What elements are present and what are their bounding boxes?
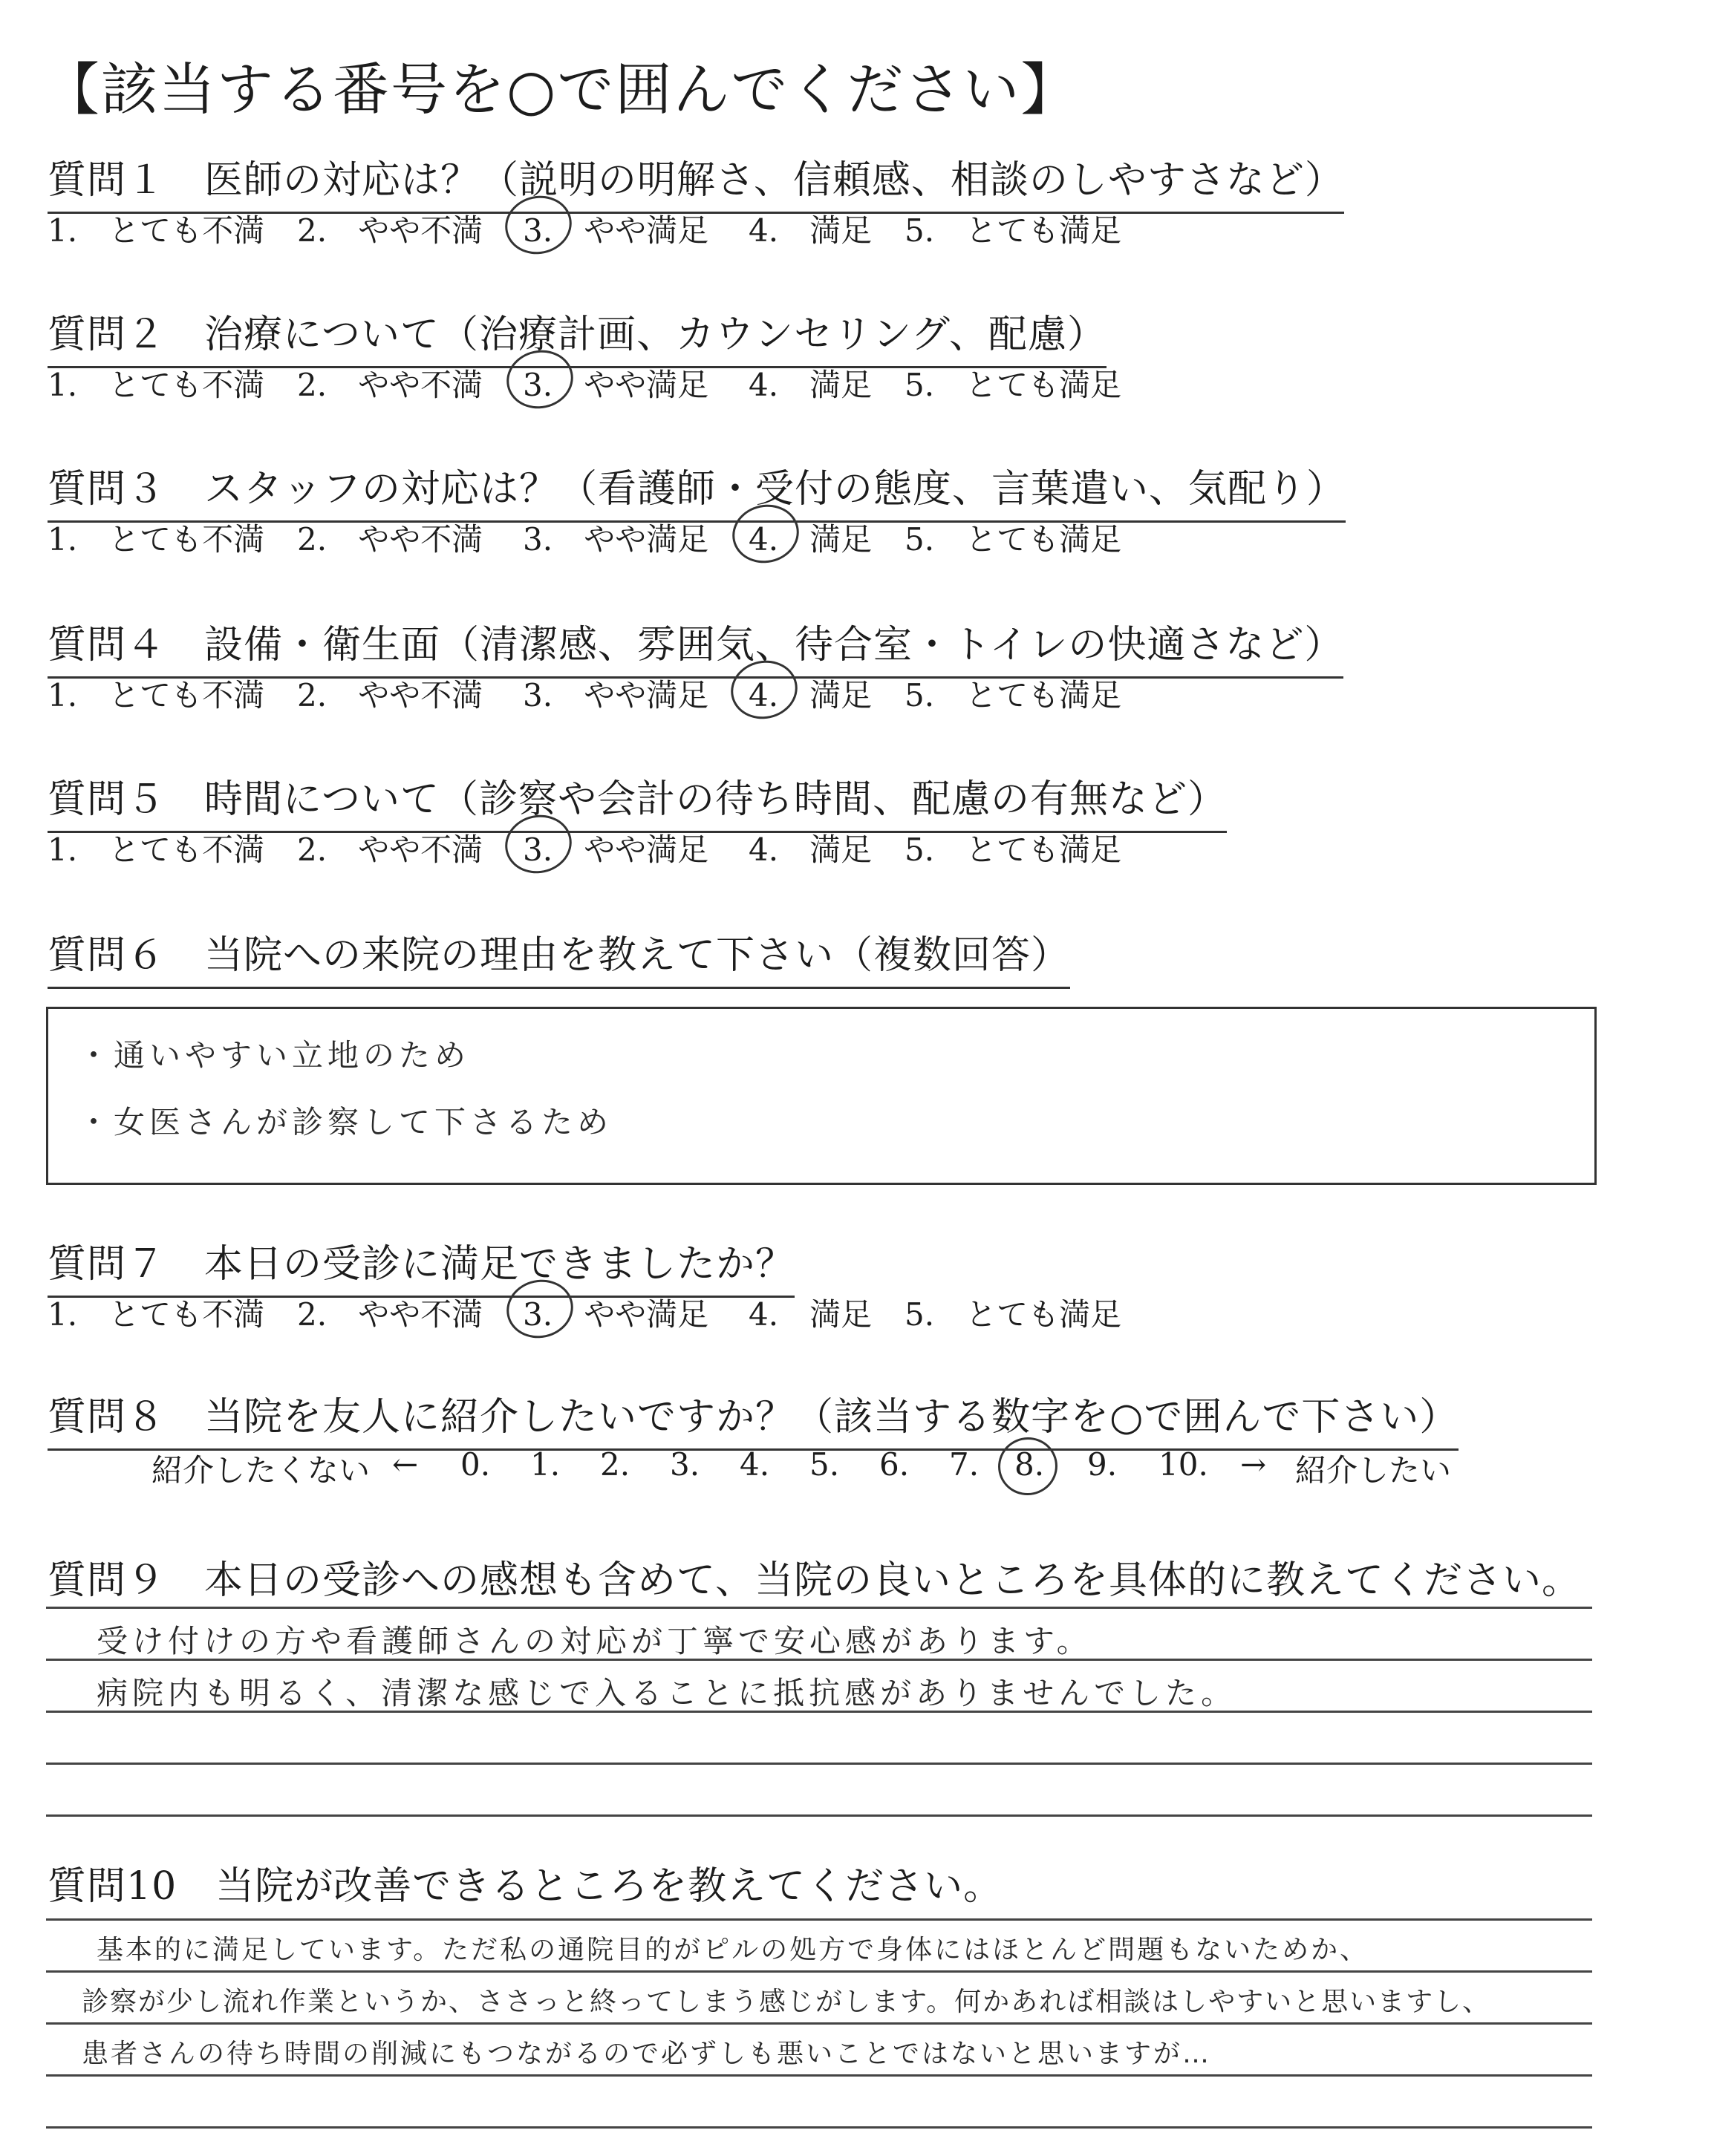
option-3[interactable]: 3. やや満足 xyxy=(523,212,709,249)
option-5[interactable]: 5. とても満足 xyxy=(905,1296,1122,1333)
arrow-left-icon: ← xyxy=(392,1446,419,1483)
handwritten-answer: 基本的に満足しています。ただ私の通院目的がピルの処方で身体にはほとんど問題もないためか、 xyxy=(97,1935,1369,1965)
answer-line xyxy=(46,1763,1592,1765)
question-6-text: 当院への来院の理由を教えて下さい（複数回答） xyxy=(204,933,1071,978)
question-10-number: 質問10 xyxy=(48,1864,177,1909)
option-4[interactable]: 4. 満足 xyxy=(749,832,873,868)
answer-line xyxy=(46,1970,1592,1973)
option-5[interactable]: 5. とても満足 xyxy=(905,212,1122,249)
scale-value-10[interactable]: 10. xyxy=(1158,1446,1208,1483)
option-1[interactable]: 1. とても不満 xyxy=(48,521,265,558)
option-3[interactable]: 3. やや満足 xyxy=(523,832,709,868)
question-7-number: 質問７ xyxy=(48,1242,166,1287)
option-3[interactable]: 3. やや満足 xyxy=(523,677,709,713)
question-3-text: スタッフの対応は？（看護師・受付の態度、言葉遣い、気配り） xyxy=(204,467,1346,512)
option-1[interactable]: 1. とても不満 xyxy=(48,832,265,868)
handwritten-answer: 診察が少し流れ作業というか、ささっと終ってしまう感じがします。何かあれば相談はしやすいと思いますし、 xyxy=(82,1987,1491,2017)
scale-left-label: 紹介したくない xyxy=(151,1452,371,1489)
question-4-text: 設備・衛生面（清潔感、雰囲気、待合室・トイレの快適さなど） xyxy=(204,623,1344,667)
option-4[interactable]: 4. 満足 xyxy=(749,367,873,403)
scale-value-5[interactable]: 5. xyxy=(809,1446,840,1483)
question-8-text: 当院を友人に紹介したいですか？（該当する数字を○で囲んで下さい） xyxy=(204,1395,1459,1440)
question-1-title xyxy=(48,148,1344,214)
question-4-title xyxy=(48,613,1343,679)
scale-right-label: 紹介したい xyxy=(1295,1452,1452,1489)
handwritten-answer: 患者さんの待ち時間の削減にもつながるので必ずしも悪いことではないと思いますが… xyxy=(82,2039,1212,2069)
scale-value-3[interactable]: 3. xyxy=(670,1446,700,1483)
handwritten-answer: 受け付けの方や看護師さんの対応が丁寧で安心感があります。 xyxy=(97,1623,1092,1659)
question-5-text: 時間について（診察や会計の待ち時間、配慮の有無など） xyxy=(204,777,1227,822)
question-2-title xyxy=(48,303,1107,368)
option-5[interactable]: 5. とても満足 xyxy=(905,521,1122,558)
option-2[interactable]: 2. やや不満 xyxy=(297,367,483,403)
answer-line xyxy=(46,1814,1592,1817)
question-9-number: 質問９ xyxy=(48,1558,166,1603)
scale-value-8[interactable]: 8. xyxy=(1014,1446,1045,1483)
answer-line xyxy=(46,2126,1592,2129)
handwritten-answer: ・通いやすい立地のため xyxy=(78,1037,471,1074)
handwritten-answer: ・女医さんが診察して下さるため xyxy=(78,1104,613,1140)
scale-value-6[interactable]: 6. xyxy=(879,1446,910,1483)
question-5-number: 質問５ xyxy=(48,777,166,822)
question-3-number: 質問３ xyxy=(48,467,166,512)
scale-value-2[interactable]: 2. xyxy=(600,1446,630,1483)
page-title: 【該当する番号を○で囲んでください】 xyxy=(43,56,1079,122)
option-3[interactable]: 3. やや満足 xyxy=(523,367,709,403)
option-3[interactable]: 3. やや満足 xyxy=(523,1296,709,1333)
option-5[interactable]: 5. とても満足 xyxy=(905,677,1122,713)
question-2-text: 治療について（治療計画、カウンセリング、配慮） xyxy=(204,313,1107,357)
option-1[interactable]: 1. とても不満 xyxy=(48,212,265,249)
question-2-number: 質問２ xyxy=(48,313,166,357)
question-10-text: 当院が改善できるところを教えてください。 xyxy=(215,1864,1003,1909)
option-2[interactable]: 2. やや不満 xyxy=(297,677,483,713)
option-1[interactable]: 1. とても不満 xyxy=(48,367,265,403)
question-6-title xyxy=(48,924,1070,989)
scale-value-1[interactable]: 1. xyxy=(530,1446,561,1483)
scale-value-7[interactable]: 7. xyxy=(949,1446,980,1483)
arrow-right-icon: → xyxy=(1240,1446,1267,1483)
question-1-text: 医師の対応は？（説明の明解さ、信頼感、相談のしやすさなど） xyxy=(204,158,1344,203)
option-5[interactable]: 5. とても満足 xyxy=(905,367,1122,403)
handwritten-answer: 病院内も明るく、清潔な感じで入ることに抵抗感がありませんでした。 xyxy=(97,1675,1237,1711)
answer-line xyxy=(46,1918,1592,1921)
question-8-title xyxy=(48,1385,1459,1451)
answer-box[interactable] xyxy=(46,1007,1597,1185)
answer-line xyxy=(46,2074,1592,2077)
question-7-title xyxy=(48,1232,795,1298)
scale-value-0[interactable]: 0. xyxy=(460,1446,491,1483)
option-1[interactable]: 1. とても不満 xyxy=(48,1296,265,1333)
option-4[interactable]: 4. 満足 xyxy=(749,1296,873,1333)
option-2[interactable]: 2. やや不満 xyxy=(297,521,483,558)
question-10-title xyxy=(48,1855,1003,1918)
answer-line xyxy=(46,2022,1592,2025)
question-9-text: 本日の受診への感想も含めて、当院の良いところを具体的に教えてください。 xyxy=(204,1558,1581,1603)
scale-value-9[interactable]: 9. xyxy=(1087,1446,1118,1483)
question-5-title xyxy=(48,768,1227,833)
question-9-title xyxy=(48,1549,1581,1612)
question-4-number: 質問４ xyxy=(48,623,166,667)
question-6-number: 質問６ xyxy=(48,933,166,978)
option-4[interactable]: 4. 満足 xyxy=(749,521,873,558)
scale-value-4[interactable]: 4. xyxy=(740,1446,770,1483)
option-4[interactable]: 4. 満足 xyxy=(749,212,873,249)
option-2[interactable]: 2. やや不満 xyxy=(297,832,483,868)
option-2[interactable]: 2. やや不満 xyxy=(297,212,483,249)
option-2[interactable]: 2. やや不満 xyxy=(297,1296,483,1333)
option-5[interactable]: 5. とても満足 xyxy=(905,832,1122,868)
question-8-number: 質問８ xyxy=(48,1395,166,1440)
question-7-text: 本日の受診に満足できましたか？ xyxy=(204,1242,795,1287)
option-3[interactable]: 3. やや満足 xyxy=(523,521,709,558)
question-1-number: 質問１ xyxy=(48,158,166,203)
option-1[interactable]: 1. とても不満 xyxy=(48,677,265,713)
answer-line xyxy=(46,1607,1592,1609)
question-3-title xyxy=(48,457,1346,523)
option-4[interactable]: 4. 満足 xyxy=(749,677,873,713)
